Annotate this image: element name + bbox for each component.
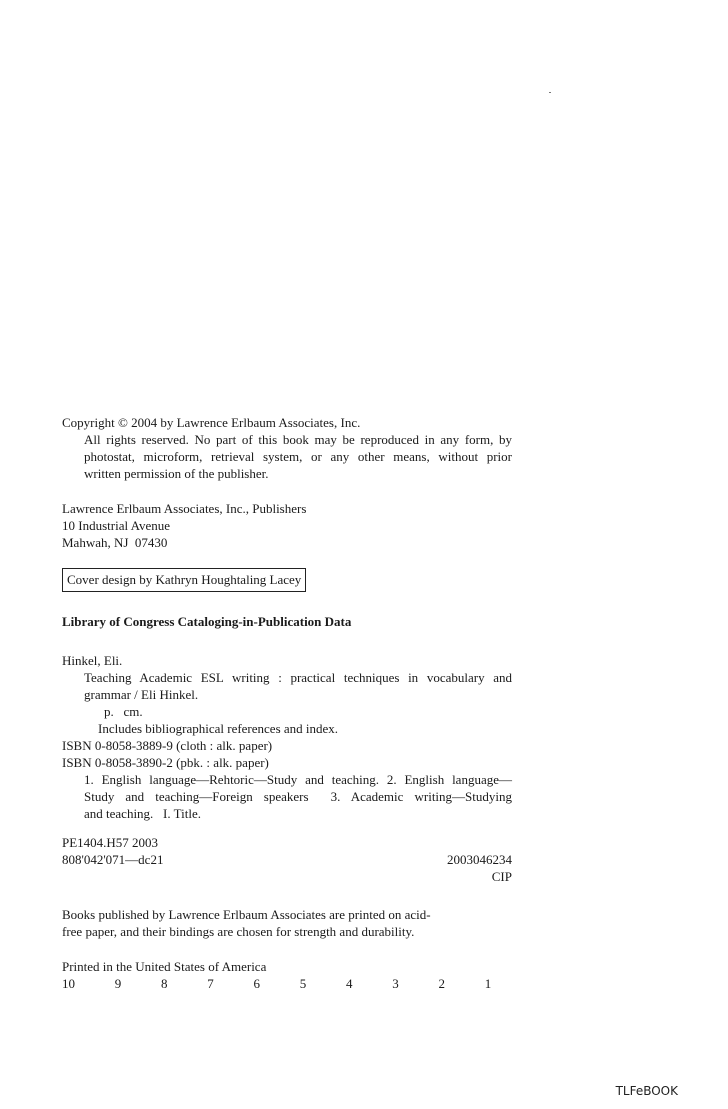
cip-subjects-line-3: and teaching. I. Title.: [84, 806, 201, 821]
paper-note: [62, 906, 462, 940]
rights-line-2: photostat, microform, retrieval system, or any other means, without prior: [84, 449, 512, 464]
lccn: 2003046234: [447, 852, 512, 867]
publisher-name: Lawrence Erlbaum Associates, Inc., Publishers: [62, 501, 307, 516]
cip-pages: p. cm.: [104, 704, 143, 719]
cip-title-line-2: grammar / Eli Hinkel.: [84, 687, 199, 702]
printed-line: Printed in the United States of America: [62, 959, 267, 974]
cip-includes: Includes bibliographical references and index.: [98, 721, 339, 736]
cip-author: Hinkel, Eli.: [62, 653, 123, 668]
copyright-block: [62, 414, 512, 482]
cip-isbn-cloth: ISBN 0-8058-3889-9 (cloth : alk. paper): [62, 738, 273, 753]
rights-line-3: written permission of the publisher.: [84, 466, 269, 481]
publisher-address: [62, 500, 512, 551]
scan-speck: [549, 92, 551, 93]
cip-record: [62, 652, 512, 822]
paper-note-line-2: free paper, and their bindings are chosen for strength and durability.: [62, 924, 415, 939]
publisher-city: Mahwah, NJ 07430: [62, 535, 168, 550]
cip-heading: Library of Congress Cataloging-in-Publication Data: [62, 614, 352, 629]
call-number: PE1404.H57 2003: [62, 835, 159, 850]
printing-info: [62, 958, 512, 992]
watermark: TLFeBOOK: [615, 1084, 678, 1098]
cover-credit-box: Cover design by Kathryn Houghtaling Lacey: [62, 568, 306, 592]
rights-line-1: All rights reserved. No part of this book may be reproduced in any form, by: [84, 432, 512, 447]
paper-note-line-1: Books published by Lawrence Erlbaum Associates are printed on acid-: [62, 907, 431, 922]
copyright-line: Copyright © 2004 by Lawrence Erlbaum Associates, Inc.: [62, 415, 361, 430]
cip-title-line-1: Teaching Academic ESL writing : practical techniques in vocabulary and: [84, 670, 512, 685]
cip-isbn-pbk: ISBN 0-8058-3890-2 (pbk. : alk. paper): [62, 755, 269, 770]
cip-classification: [62, 834, 512, 885]
printing-numbers: 10 9 8 7 6 5 4 3 2 1: [62, 976, 492, 991]
cip-label: CIP: [491, 869, 512, 884]
publisher-street: 10 Industrial Avenue: [62, 518, 171, 533]
cip-subjects-line-2: Study and teaching—Foreign speakers 3. Academic writing—Studying: [84, 789, 512, 804]
dewey-number: 808'042'071—dc21: [62, 852, 164, 867]
cip-subjects-line-1: 1. English language—Rehtoric—Study and teaching. 2. English language—: [84, 772, 512, 787]
